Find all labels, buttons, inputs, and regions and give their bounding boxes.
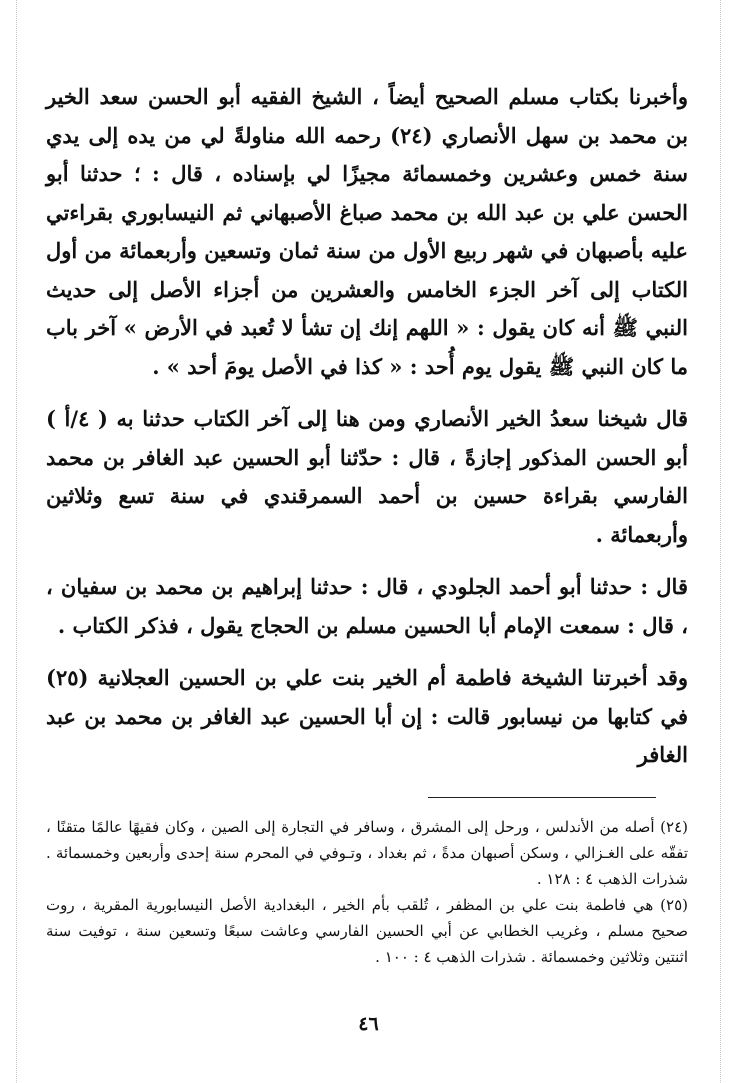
left-margin-guide (16, 0, 17, 1083)
paragraph-4: وقد أخبرتنا الشيخة فاطمة أم الخير بنت علي بن الحسين العجلانية (٢٥) في كتابها من نيسابور قالت : إن أبا الحسين عبد الغافر بن محمد بن عبد الغافر (46, 665, 688, 767)
paragraph-3: قال : حدثنا أبو أحمد الجلودي ، قال : حدثنا إبراهيم بن محمد بن سفيان ، ، قال : سمعت الإمام أبا الحسين مسلم بن الحجاج يقول ، فذكر الكتاب . (46, 574, 688, 638)
page-number: ٤٦ (358, 1013, 379, 1035)
footnote-25: (٢٥) هي فاطمة بنت علي بن المظفر ، تُلقب بأم الخير ، البغدادية الأصل النيسابورية المقرية ، روت صحيح مسلم ، وغريب الخطابي عن أبي الحسين الفارسي وعاشت سبعًا وتسعين سنة ، توفيت سنة اثنتين وثلاثين وخمسمائة . شذرات الذهب ٤ : ١٠٠ . (46, 896, 688, 966)
footnote-24: (٢٤) أصله من الأندلس ، ورحل إلى المشرق ، وسافر في التجارة إلى الصين ، وكان فقيهًا عالمًا متقنًا ، تفقّه على الغـزالي ، وسكن أصبهان مدةً ، ثم بغداد ، وتـوفي في المحرم سنة إحدى وأربعين وخمسمائة . شذرات الذهب ٤ : ١٢٨ . (46, 818, 688, 888)
right-margin-guide (720, 0, 721, 1083)
paragraph-1: وأخبرنا بكتاب مسلم الصحيح أيضاً ، الشيخ الفقيه أبو الحسن سعد الخير بن محمد بن سهل الأنصاري (٢٤) رحمه الله مناولةً لي من يده إلى يدي سنة خمس وعشرين وخمسمائة مجيزًا لي بإسناده ، قال : ؛ حدثنا أبو الحسن علي بن عبد الله بن محمد صباغ الأصبهاني ثم النيسابوري بقراءتي عليه بأصبهان في شهر ربيع الأول من سنة ثمان وتسعين وأربعمائة من أول الكتاب إلى آخر الجزء الخامس والعشرين من أجزاء الأصل إلى حديث النبي ﷺ أنه كان يقول : « اللهم إنك إن تشأ لا تُعبد في الأرض » آخر باب ما كان النبي ﷺ يقول يوم أُحد : « كذا في الأصل يومَ أحد » . (46, 84, 688, 379)
paragraph-2: قال شيخنا سعدُ الخير الأنصاري ومن هنا إلى آخر الكتاب حدثنا به ( ٤/أ ) أبو الحسن المذكور إجازةً ، قال : حدّثنا أبو الحسين عبد الغافر بن محمد الفارسي بقراءة حسين بن أحمد السمرقندي في سنة تسع وثلاثين وأربعمائة . (46, 406, 688, 547)
footnote-separator (428, 797, 656, 798)
main-text (46, 78, 688, 775)
footnotes (46, 814, 688, 970)
